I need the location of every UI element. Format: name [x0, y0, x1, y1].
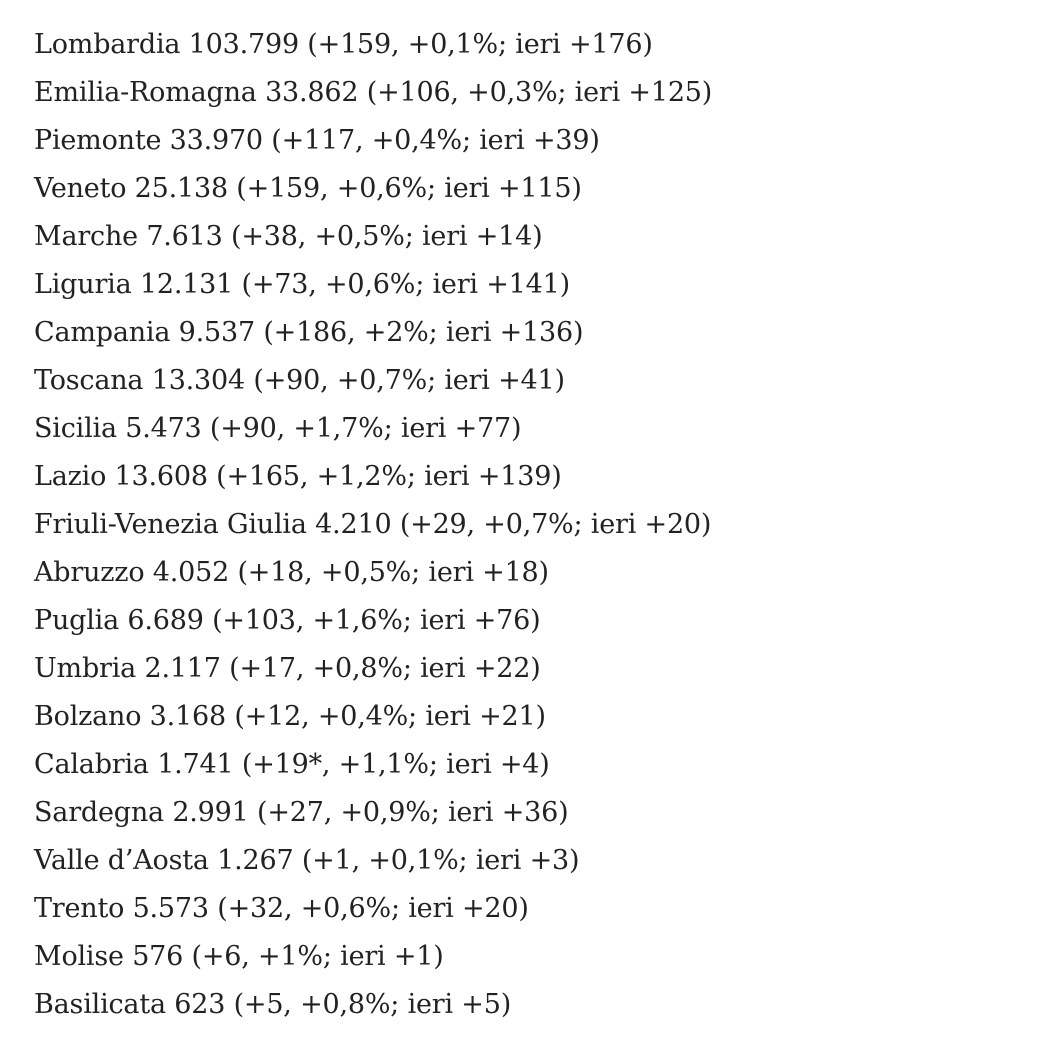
region-line-molise: Molise 576 (+6, +1%; ieri +1)	[34, 941, 444, 972]
region-line-basilicata: Basilicata 623 (+5, +0,8%; ieri +5)	[34, 989, 512, 1020]
region-line-calabria: Calabria 1.741 (+19*, +1,1%; ieri +4)	[34, 749, 550, 780]
region-line-umbria: Umbria 2.117 (+17, +0,8%; ieri +22)	[34, 653, 541, 684]
region-line-emilia-romagna: Emilia-Romagna 33.862 (+106, +0,3%; ieri +125)	[34, 77, 713, 108]
region-line-friuli-venezia-giulia: Friuli-Venezia Giulia 4.210 (+29, +0,7%; ieri +20)	[34, 509, 712, 540]
region-line-valle-daosta: Valle d’Aosta 1.267 (+1, +0,1%; ieri +3)	[34, 845, 580, 876]
region-line-lombardia: Lombardia 103.799 (+159, +0,1%; ieri +176)	[34, 29, 653, 60]
region-line-abruzzo: Abruzzo 4.052 (+18, +0,5%; ieri +18)	[34, 557, 549, 588]
region-line-liguria: Liguria 12.131 (+73, +0,6%; ieri +141)	[34, 269, 570, 300]
region-line-bolzano: Bolzano 3.168 (+12, +0,4%; ieri +21)	[34, 701, 546, 732]
region-line-campania: Campania 9.537 (+186, +2%; ieri +136)	[34, 317, 584, 348]
region-line-marche: Marche 7.613 (+38, +0,5%; ieri +14)	[34, 221, 543, 252]
region-line-puglia: Puglia 6.689 (+103, +1,6%; ieri +76)	[34, 605, 541, 636]
region-line-trento: Trento 5.573 (+32, +0,6%; ieri +20)	[34, 893, 529, 924]
region-case-list	[34, 25, 712, 1033]
region-line-toscana: Toscana 13.304 (+90, +0,7%; ieri +41)	[34, 365, 565, 396]
region-line-sardegna: Sardegna 2.991 (+27, +0,9%; ieri +36)	[34, 797, 569, 828]
region-line-veneto: Veneto 25.138 (+159, +0,6%; ieri +115)	[34, 173, 582, 204]
region-line-sicilia: Sicilia 5.473 (+90, +1,7%; ieri +77)	[34, 413, 522, 444]
region-line-piemonte: Piemonte 33.970 (+117, +0,4%; ieri +39)	[34, 125, 600, 156]
region-line-lazio: Lazio 13.608 (+165, +1,2%; ieri +139)	[34, 461, 562, 492]
